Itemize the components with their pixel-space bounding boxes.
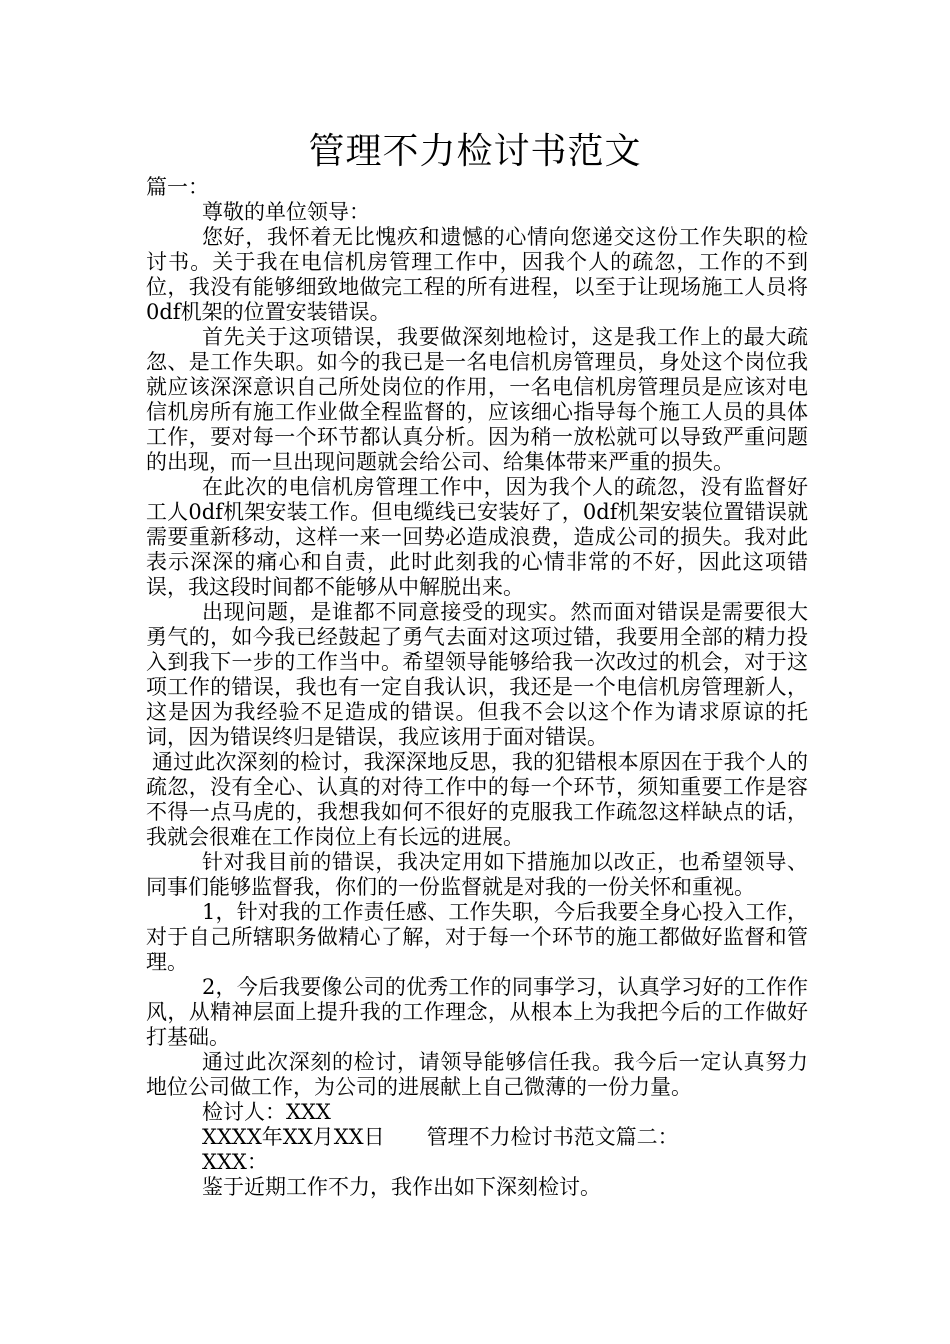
paragraph: 针对我目前的错误，我决定用如下措施加以改正，也希望领导、同事们能够监督我，你们的一份监督就是对我的一份关怀和重视。 xyxy=(146,850,808,899)
date-line xyxy=(146,1125,808,1150)
paragraph: 2，今后我要像公司的优秀工作的同事学习，认真学习好的工作作风，从精神层面上提升我的工作理念，从根本上为我把今后的工作做好打基础。 xyxy=(146,975,808,1049)
section-label: 篇一： xyxy=(146,175,209,199)
recipient: XXX： xyxy=(202,1150,268,1174)
paragraph: 鉴于近期工作不力，我作出如下深刻检讨。 xyxy=(202,1175,601,1199)
paragraph: 通过此次深刻的检讨，我深深地反思，我的犯错根本原因在于我个人的疏忽，没有全心、认真的对待工作中的每一个环节，须知重要工作是容不得一点马虎的，我想我如何不很好的克服我工作疏忽这样缺点的话，我就会很难在工作岗位上有长远的进展。 xyxy=(146,750,808,849)
salutation: 尊敬的单位领导： xyxy=(202,200,370,224)
page-title: 管理不力检讨书范文 xyxy=(308,131,642,172)
paragraph: 通过此次深刻的检讨，请领导能够信任我。我今后一定认真努力地位公司做工作，为公司的进展献上自己微薄的一份力量。 xyxy=(146,1050,808,1099)
signature: 检讨人：XXX xyxy=(202,1100,331,1124)
date: XXXX年XX月XX日 xyxy=(202,1125,385,1149)
paragraph: 在此次的电信机房管理工作中，因为我个人的疏忽，没有监督好工人0df机架安装工作。但电缆线已安装好了，0df机架安装位置错误就需要重新移动，这样一来一回势必造成浪费，造成公司的损失。我对此表示深深的痛心和自责，此时此刻我的心情非常的不好，因此这项错误，我这段时间都不能够从中解脱出来。 xyxy=(146,475,808,599)
paragraph: 首先关于这项错误，我要做深刻地检讨，这是我工作上的最大疏忽、是工作失职。如今的我已是一名电信机房管理员，身处这个岗位我就应该深深意识自己所处岗位的作用，一名电信机房管理员是应该对电信机房所有施工作业做全程监督的，应该细心指导每个施工人员的具体工作，要对每一个环节都认真分析。因为稍一放松就可以导致严重问题的出现，而一旦出现问题就会给公司、给集体带来严重的损失。 xyxy=(146,325,808,474)
document-body xyxy=(146,175,808,1200)
paragraph: 出现问题，是谁都不同意接受的现实。然而面对错误是需要很大勇气的，如今我已经鼓起了勇气去面对这项过错，我要用全部的精力投入到我下一步的工作当中。希望领导能够给我一次改过的机会，对于这项工作的错误，我也有一定自我认识，我还是一个电信机房管理新人，这是因为我经验不足造成的错误。但我不会以这个作为请求原谅的托词，因为错误终归是错误，我应该用于面对错误。 xyxy=(146,600,808,749)
section2-label: 管理不力检讨书范文篇二： xyxy=(426,1125,679,1149)
paragraph: 1，针对我的工作责任感、工作失职，今后我要全身心投入工作，对于自己所辖职务做精心了解，对于每一个环节的施工都做好监督和管理。 xyxy=(146,900,808,974)
paragraph: 您好，我怀着无比愧疚和遗憾的心情向您递交这份工作失职的检讨书。关于我在电信机房管理工作中，因我个人的疏忽，工作的不到位，我没有能够细致地做完工程的所有进程，以至于让现场施工人员将0df机架的位置安装错误。 xyxy=(146,225,808,324)
